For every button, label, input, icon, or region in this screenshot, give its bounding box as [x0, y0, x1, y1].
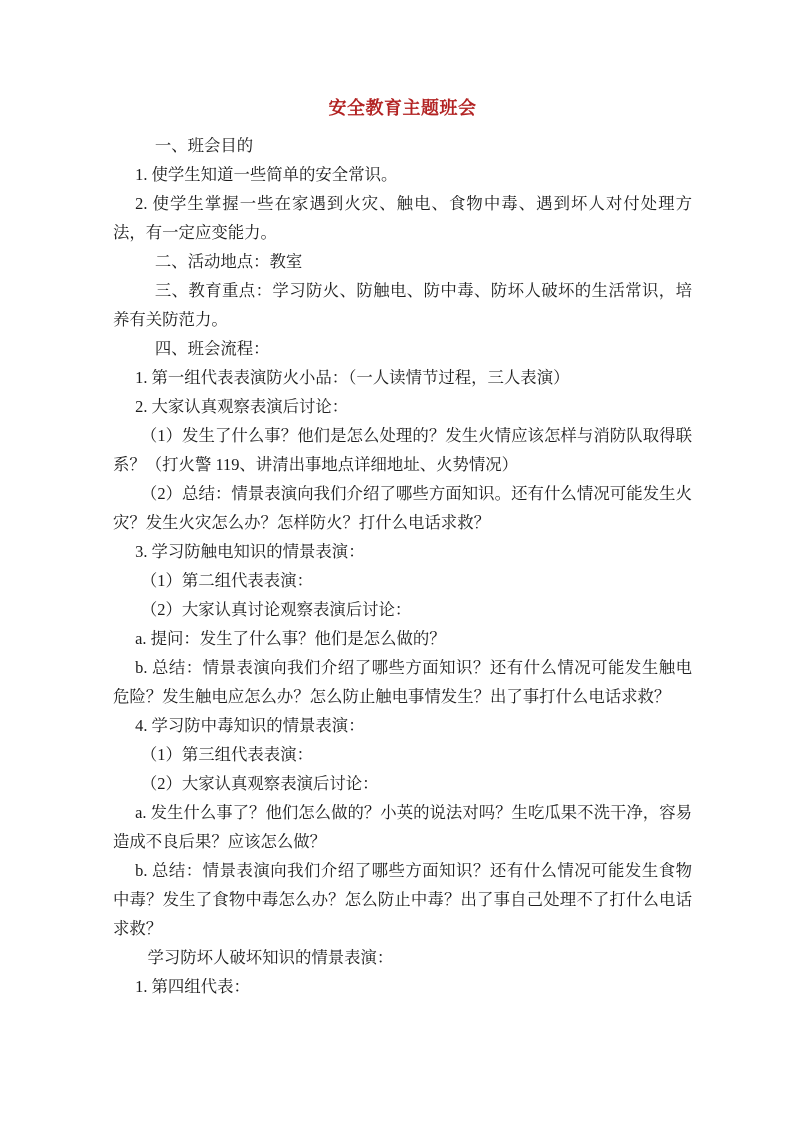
paragraph: a. 提问：发生了什么事？他们是怎么做的？	[135, 629, 446, 648]
paragraph: 3. 学习防触电知识的情景表演：	[135, 542, 365, 561]
paragraph: 1. 第四组代表：	[135, 977, 250, 996]
paragraph: 三、教育重点：学习防火、防触电、防中毒、防坏人破坏的生活常识，培养有关防范力。	[113, 281, 692, 329]
document-body	[113, 131, 692, 1001]
paragraph: 二、活动地点：教室	[154, 252, 303, 271]
document-content	[113, 95, 692, 1001]
paragraph: （1）第三组代表表演：	[140, 745, 313, 764]
paragraph: （1）第二组代表表演：	[140, 571, 313, 590]
paragraph: 2. 大家认真观察表演后讨论：	[135, 397, 349, 416]
paragraph: 四、班会流程：	[154, 339, 270, 358]
paragraph: （2）总结：情景表演向我们介绍了哪些方面知识。还有什么情况可能发生火灾？发生火灾怎么办？怎样防火？打什么电话求救？	[113, 484, 692, 532]
paragraph: （2）大家认真讨论观察表演后讨论：	[140, 600, 412, 619]
paragraph: （2）大家认真观察表演后讨论：	[140, 774, 379, 793]
paragraph: b. 总结：情景表演向我们介绍了哪些方面知识？还有什么情况可能发生食物中毒？发生了食物中毒怎么办？怎么防止中毒？出了事自己处理不了打什么电话求救？	[113, 861, 692, 938]
paragraph: b. 总结：情景表演向我们介绍了哪些方面知识？还有什么情况可能发生触电危险？发生触电应怎么办？怎么防止触电事情发生？出了事打什么电话求救？	[113, 658, 692, 706]
paragraph: 1. 第一组代表表演防火小品：（一人读情节过程，三人表演）	[135, 368, 570, 387]
document-title: 安全教育主题班会	[328, 98, 477, 118]
paragraph: 4. 学习防中毒知识的情景表演：	[135, 716, 365, 735]
paragraph: a. 发生什么事了？他们怎么做的？小英的说法对吗？生吃瓜果不洗干净，容易造成不良后果？应该怎么做？	[113, 803, 692, 851]
paragraph: （1）发生了什么事？他们是怎么处理的？发生火情应该怎样与消防队取得联系？（打火警 119、讲清出事地点详细地址、火势情况）	[113, 426, 692, 474]
paragraph: 一、班会目的	[154, 136, 254, 155]
paragraph: 2. 使学生掌握一些在家遇到火灾、触电、食物中毒、遇到坏人对付处理方法，有一定应变能力。	[113, 194, 692, 242]
paragraph: 1. 使学生知道一些简单的安全常识。	[135, 165, 398, 184]
paragraph: 学习防坏人破坏知识的情景表演：	[147, 948, 394, 967]
